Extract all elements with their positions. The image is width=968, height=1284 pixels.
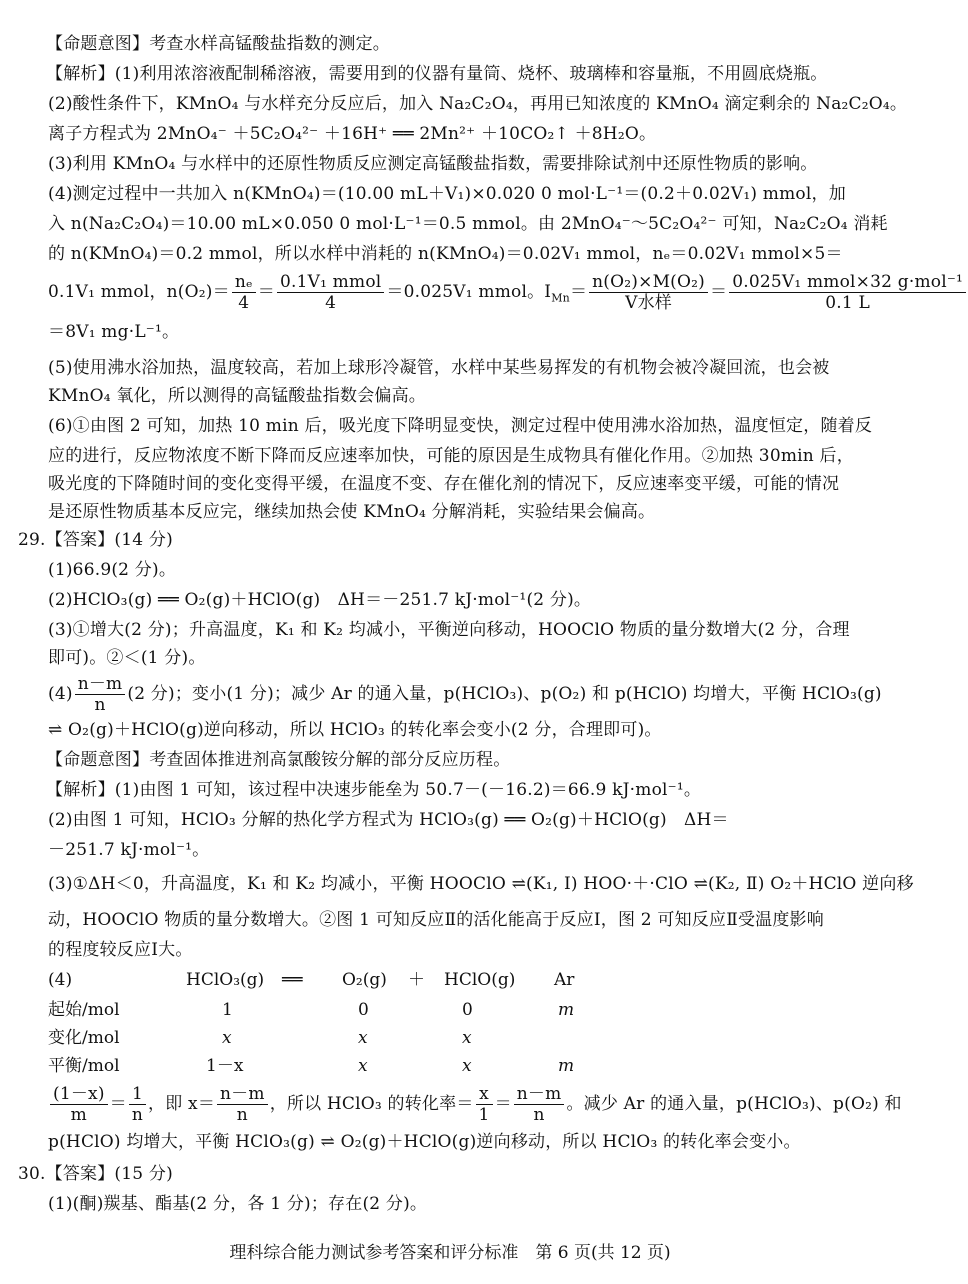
fraction: [232, 272, 256, 313]
analysis-line: (5)使用沸水浴加热，温度较高，若加上球形冷凝管，水样中某些易挥发的有机物会被冷凝回流，也会被: [48, 358, 830, 378]
formula-text: ＝0.025V₁ mmol。I: [386, 282, 552, 302]
formula-text: ＝: [569, 282, 588, 302]
analysis-line: 的 n(KMnO₄)＝0.2 mmol，所以水样中消耗的 n(KMnO₄)＝0.02V₁ mmol，nₑ＝0.02V₁ mmol×5＝: [48, 244, 843, 264]
fraction-numerator: 0.1V₁ mmol: [277, 272, 384, 293]
fraction: [129, 1084, 146, 1125]
table-row-label: 平衡/mol: [48, 1056, 120, 1076]
intent-heading-29: 【命题意图】考查固体推进剂高氯酸铵分解的部分反应历程。: [46, 750, 511, 770]
fraction: [50, 1084, 108, 1125]
fraction-denominator: 0.1 L: [825, 293, 870, 313]
table-header: Ar: [554, 970, 575, 990]
answer-line: (3)①增大(2 分)；升高温度，K₁ 和 K₂ 均减小，平衡逆向移动，HOOClO 物质的量分数增大(2 分，合理: [48, 620, 850, 640]
analysis-line: 入 n(Na₂C₂O₄)＝10.00 mL×0.050 0 mol·L⁻¹＝0.5 mmol。由 2MnO₄⁻～5C₂O₄²⁻ 可知，Na₂C₂O₄ 消耗: [48, 214, 888, 234]
intent-heading-28: 【命题意图】考查水样高锰酸盐指数的测定。: [46, 34, 390, 54]
answer-line: ⇌ O₂(g)＋HClO(g)逆向移动，所以 HClO₃ 的转化率会变小(2 分，合理即可)。: [48, 720, 662, 740]
formula-text: ，所以 HClO₃ 的转化率＝: [269, 1094, 474, 1114]
formula-text: ＝: [710, 282, 728, 302]
formula-text: ＝: [494, 1094, 512, 1114]
analysis-line: 吸光度的下降随时间的变化变得平缓，在温度不变、存在催化剂的情况下，反应速率变平缓，可能的情况: [48, 474, 840, 494]
question-29-answer-heading: 29.【答案】(14 分): [18, 530, 173, 550]
formula-line: [48, 270, 964, 314]
analysis-line: 应的进行，反应物浓度不断下降而反应速率加快，可能的原因是生成物具有催化作用。②加热 30min 后，: [48, 446, 854, 466]
formula-text: (4): [48, 684, 73, 704]
answer-line: (1)66.9(2 分)。: [48, 560, 177, 580]
fraction-denominator: 1: [478, 1105, 490, 1125]
table-cell: x: [462, 1028, 472, 1048]
analysis-line: 【解析】(1)利用浓溶液配制稀溶液，需要用到的仪器有量筒、烧杯、玻璃棒和容量瓶，不用圆底烧瓶。: [46, 64, 828, 84]
fraction-numerator: n(O₂)×M(O₂): [589, 272, 708, 293]
fraction: [589, 272, 708, 313]
fraction: [514, 1084, 565, 1125]
fraction: [277, 272, 384, 313]
analysis-line: (2)由图 1 可知，HClO₃ 分解的热化学方程式为 HClO₃(g) ══ O₂(g)＋HClO(g) ΔH＝: [48, 810, 729, 830]
ionic-equation: 离子方程式为 2MnO₄⁻ ＋5C₂O₄²⁻ ＋16H⁺ ══ 2Mn²⁺ ＋10CO₂↑ ＋8H₂O。: [48, 124, 657, 144]
analysis-line: p(HClO) 均增大，平衡 HClO₃(g) ⇌ O₂(g)＋HClO(g)逆向移动，所以 HClO₃ 的转化率会变小。: [48, 1132, 801, 1152]
analysis-line: (3)利用 KMnO₄ 与水样中的还原性物质反应测定高锰酸盐指数，需要排除试剂中还原性物质的影响。: [48, 154, 818, 174]
question-30-answer-heading: 30.【答案】(15 分): [18, 1164, 173, 1184]
fraction-numerator: n－m: [217, 1084, 268, 1105]
fraction-numerator: 1: [129, 1084, 146, 1105]
table-header: O₂(g): [342, 970, 387, 990]
fraction-denominator: n: [533, 1105, 545, 1125]
answer-line: [48, 672, 882, 716]
table-cell: (4): [48, 970, 73, 990]
formula-text: ，即 x＝: [148, 1094, 216, 1114]
fraction-numerator: nₑ: [232, 272, 256, 293]
fraction-numerator: x: [476, 1084, 493, 1105]
table-cell: 1－x: [206, 1056, 244, 1076]
fraction-denominator: V水样: [625, 293, 673, 313]
table-header: HClO(g): [444, 970, 516, 990]
formula-text: ＝: [109, 1094, 127, 1114]
analysis-line: (3)①ΔH＜0，升高温度，K₁ 和 K₂ 均减小，平衡 HOOClO ⇌(K₁, Ⅰ) HOO·＋·ClO ⇌(K₂, Ⅱ) O₂＋HClO 逆向移: [48, 874, 914, 894]
analysis-line: 【解析】(1)由图 1 可知，该过程中决速步能垒为 50.7－(－16.2)＝66.9 kJ·mol⁻¹。: [46, 780, 702, 800]
formula-text: 。减少 Ar 的通入量，p(HClO₃)、p(O₂) 和: [566, 1094, 902, 1114]
analysis-line: －251.7 kJ·mol⁻¹。: [48, 840, 210, 860]
fraction-numerator: n－m: [514, 1084, 565, 1105]
analysis-line: (6)①由图 2 可知，加热 10 min 后，吸光度下降明显变快，测定过程中使用沸水浴加热，温度恒定，随着反: [48, 416, 873, 436]
fraction-denominator: 4: [325, 293, 337, 313]
table-row-label: 起始/mol: [48, 1000, 120, 1020]
table-cell: 0: [358, 1000, 369, 1020]
fraction-denominator: m: [70, 1105, 87, 1125]
formula-text: 0.1V₁ mmol，n(O₂)＝: [48, 282, 230, 302]
table-cell: x: [358, 1056, 368, 1076]
formula-subscript: Mn: [551, 291, 570, 305]
table-cell: x: [462, 1056, 472, 1076]
analysis-line: 是还原性物质基本反应完，继续加热会使 KMnO₄ 分解消耗，实验结果会偏高。: [48, 502, 656, 522]
fraction-numerator: n－m: [75, 674, 126, 695]
table-cell: 0: [462, 1000, 473, 1020]
answer-line: (2)HClO₃(g) ══ O₂(g)＋HClO(g) ΔH＝－251.7 kJ·mol⁻¹(2 分)。: [48, 590, 592, 610]
table-cell: x: [358, 1028, 368, 1048]
analysis-line: 的程度较反应Ⅰ大。: [48, 940, 193, 960]
fraction-denominator: n: [236, 1105, 248, 1125]
table-cell: 1: [222, 1000, 233, 1020]
fraction: [75, 674, 126, 715]
table-header: ＋: [408, 970, 425, 990]
table-row-label: 变化/mol: [48, 1028, 120, 1048]
page-footer: 理科综合能力测试参考答案和评分标准 第 6 页(共 12 页): [229, 1243, 671, 1263]
table-cell: m: [558, 1000, 575, 1020]
table-cell: m: [558, 1056, 575, 1076]
fraction: [476, 1084, 493, 1125]
analysis-line: KMnO₄ 氧化，所以测得的高锰酸盐指数会偏高。: [48, 386, 427, 406]
fraction-denominator: n: [131, 1105, 144, 1125]
answer-line: (1)(酮)羰基、酯基(2 分，各 1 分)；存在(2 分)。: [48, 1194, 428, 1214]
formula-text: (2 分)；变小(1 分)；减少 Ar 的通入量，p(HClO₃)、p(O₂) 和 p(HClO) 均增大，平衡 HClO₃(g): [127, 684, 882, 704]
analysis-line: (2)酸性条件下，KMnO₄ 与水样充分反应后，加入 Na₂C₂O₄，再用已知浓度的 KMnO₄ 滴定剩余的 Na₂C₂O₄。: [48, 94, 908, 114]
fraction: [217, 1084, 268, 1125]
analysis-line: 动，HOOClO 物质的量分数增大。②图 1 可知反应Ⅱ的活化能高于反应Ⅰ，图 2 可知反应Ⅱ受温度影响: [48, 910, 824, 930]
analysis-line: ＝8V₁ mg·L⁻¹。: [48, 322, 180, 342]
table-header: ══: [282, 970, 303, 990]
formula-text: ＝: [257, 282, 275, 302]
table-header: HClO₃(g): [186, 970, 265, 990]
fraction: [729, 272, 966, 313]
fraction-denominator: n: [94, 695, 106, 715]
analysis-line: (4)测定过程中一共加入 n(KMnO₄)＝(10.00 mL＋V₁)×0.020 0 mol·L⁻¹＝(0.2＋0.02V₁) mmol，加: [48, 184, 846, 204]
fraction-numerator: 0.025V₁ mmol×32 g·mol⁻¹: [729, 272, 966, 293]
analysis-line: [48, 1082, 902, 1126]
fraction-denominator: 4: [238, 293, 250, 313]
answer-line: 即可)。②＜(1 分)。: [48, 648, 206, 668]
table-cell: x: [222, 1028, 232, 1048]
fraction-numerator: (1－x): [50, 1084, 108, 1105]
